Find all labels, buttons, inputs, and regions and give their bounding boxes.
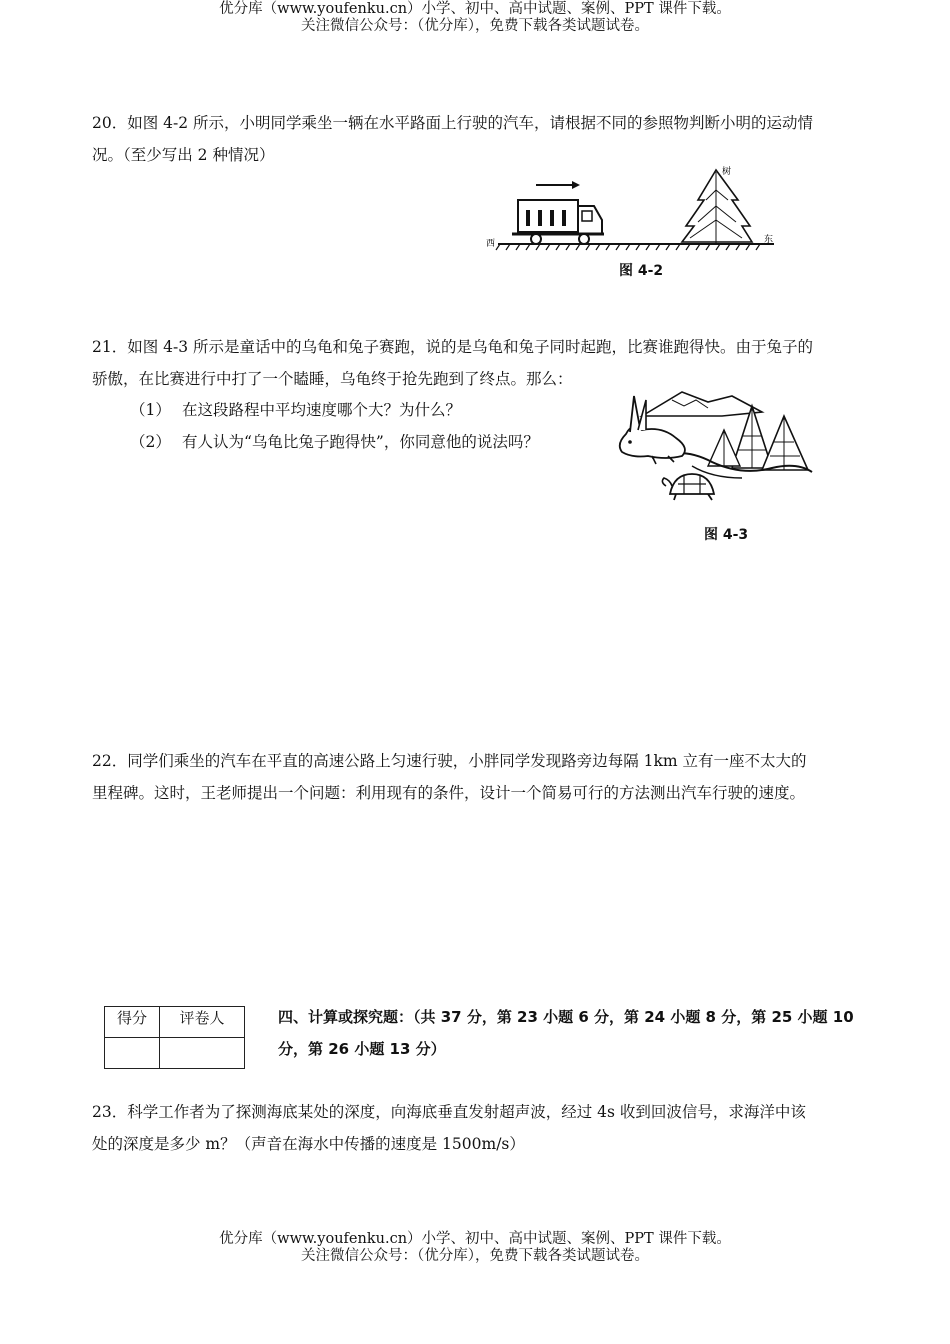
q21-sub-1-text: 在这段路程中平均速度哪个大？为什么？: [182, 401, 462, 419]
section-4-line-2: 分，第 26 小题 13 分）: [278, 1040, 446, 1058]
footer-line-1: 优分库（www.youfenku.cn）小学、初中、高中试题、案例、PPT 课件下载。: [219, 1231, 731, 1247]
figure-4-2-caption: 图 4-2: [619, 263, 664, 279]
figure-4-2-truck-and-tree: [484, 160, 784, 255]
header-line-1: 优分库（www.youfenku.cn）小学、初中、高中试题、案例、PPT 课件下载。: [219, 1, 731, 17]
q22-line-1: 22．同学们乘坐的汽车在平直的高速公路上匀速行驶，小胖同学发现路旁边每隔 1km 立有一座不太大的: [92, 752, 807, 770]
q21-sub-2-number: （2）: [130, 433, 171, 451]
q23-line-1: 23．科学工作者为了探测海底某处的深度，向海底垂直发射超声波，经过 4s 收到回波信号，求海洋中该: [92, 1103, 806, 1121]
q23-line-2: 处的深度是多少 m？（声音在海水中传播的速度是 1500m/s）: [92, 1135, 525, 1153]
q21-line-1: 21．如图 4-3 所示是童话中的乌龟和兔子赛跑，说的是乌龟和兔子同时起跑，比赛谁跑得快。由于兔子的: [92, 338, 814, 356]
q22-line-2: 里程碑。这时，王老师提出一个问题：利用现有的条件，设计一个简易可行的方法测出汽车行驶的速度。: [92, 784, 806, 802]
figure-4-2-west-label: 西: [486, 239, 496, 249]
q21-sub-2: [130, 426, 539, 458]
figure-4-3-tortoise-and-hare: [612, 386, 817, 508]
q21-line-2: 骄傲，在比赛进行中打了一个瞌睡，乌龟终于抢先跑到了终点。那么：: [92, 370, 573, 388]
grader-cell[interactable]: [160, 1038, 245, 1069]
q21-sub-1: [130, 394, 461, 426]
q20-line-1: 20．如图 4-2 所示，小明同学乘坐一辆在水平路面上行驶的汽车，请根据不同的参照物判断小明的运动情: [92, 114, 814, 132]
q21-sub-2-text: 有人认为“乌龟比兔子跑得快”，你同意他的说法吗？: [182, 433, 539, 451]
grader-header: 评卷人: [160, 1007, 245, 1038]
score-cell[interactable]: [105, 1038, 160, 1069]
figure-4-2-east-label: 东: [764, 235, 774, 245]
footer-line-2: 关注微信公众号：（优分库），免费下载各类试题试卷。: [301, 1248, 649, 1264]
header-line-2: 关注微信公众号：（优分库），免费下载各类试题试卷。: [301, 18, 649, 34]
figure-4-2-tree-label: 树: [722, 167, 732, 177]
q20-line-2: 况。（至少写出 2 种情况）: [92, 146, 275, 164]
score-header: 得分: [105, 1007, 160, 1038]
section-4-line-1: 四、计算或探究题：（共 37 分，第 23 小题 6 分，第 24 小题 8 分，第 25 小题 10: [278, 1008, 854, 1026]
score-table: [104, 1006, 245, 1069]
figure-4-3-caption: 图 4-3: [704, 527, 749, 543]
q21-sub-1-number: （1）: [130, 401, 171, 419]
